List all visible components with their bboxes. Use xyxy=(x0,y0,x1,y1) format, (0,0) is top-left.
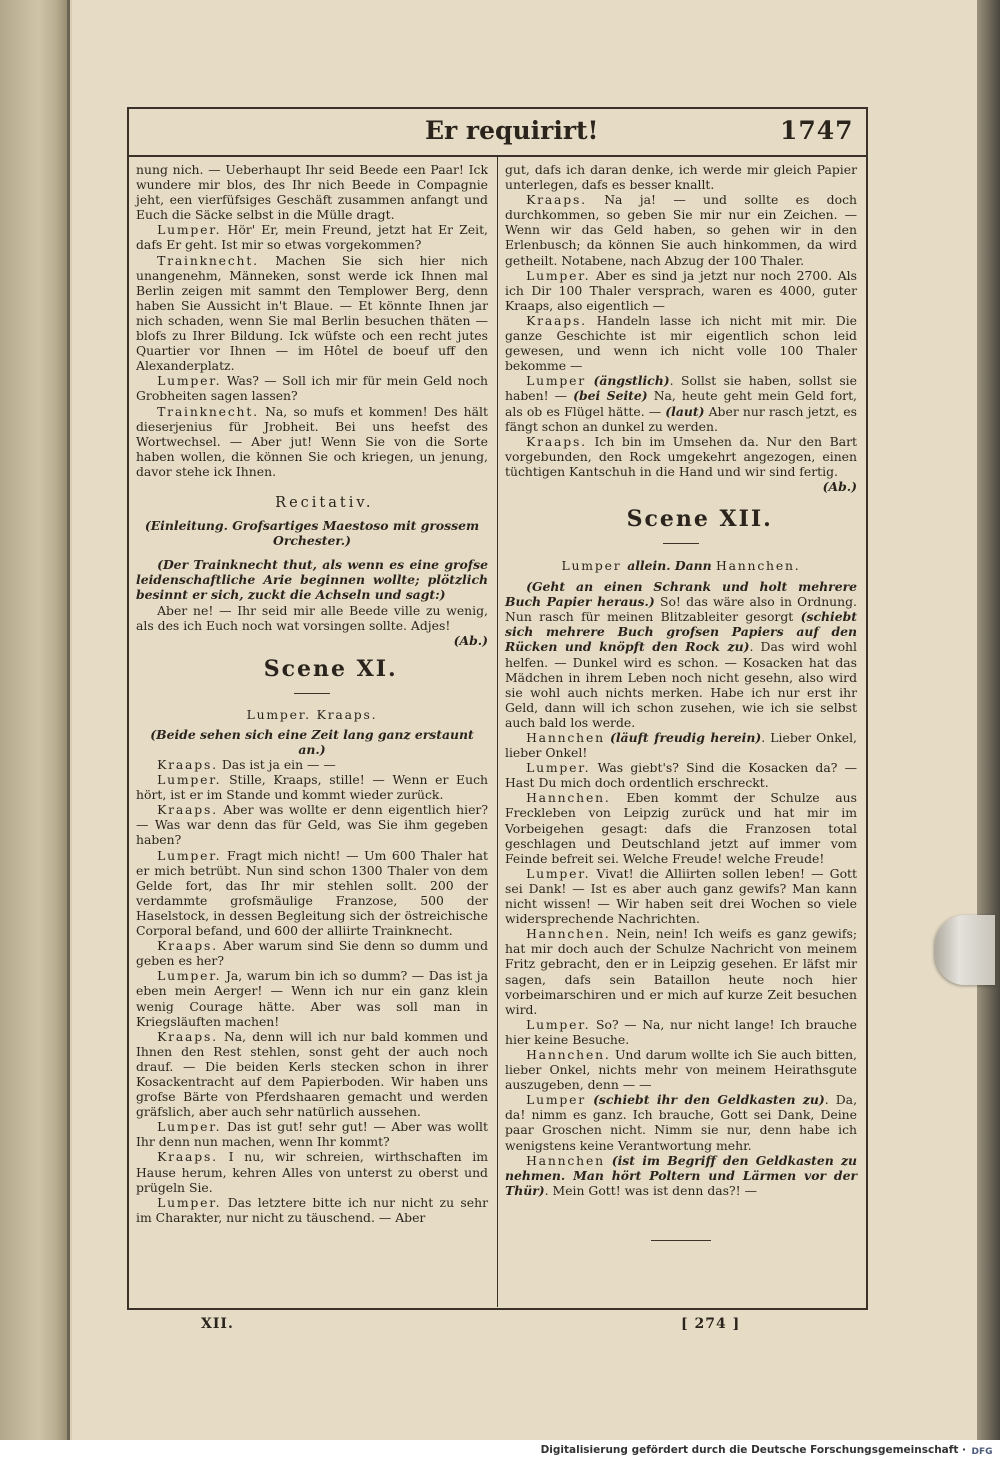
speech-text: Aber was wollte er denn eigentlich hier? — Was war denn das für Geld, was Sie ihm gegeben haben? xyxy=(136,802,488,848)
end-rule xyxy=(651,1240,711,1241)
speech xyxy=(505,268,857,313)
speaker: Hannchen. xyxy=(526,926,611,942)
speech-text: Handeln lasse ich nicht mit mir. Die ganze Geschichte ist mir eigentlich schon leid gewesen, und wenn ich nicht volle 100 Thaler bekomme — xyxy=(505,312,857,374)
speaker: Kraaps. xyxy=(157,757,218,772)
speech-text: Aber warum sind Sie denn so dumm und geben es her? xyxy=(136,938,488,969)
speech xyxy=(136,968,488,1028)
speaker: Lumper. xyxy=(157,1194,222,1210)
speech-text: . Da, da! nimm es ganz. Ich brauche, Gott sei Dank, Deine paar Groschen nicht. Nimm sie nur, denn habe ich wenigstens keine Verantwortung mehr. xyxy=(505,1092,858,1153)
stage-direction: (schiebt sich mehrere Buch grofsen Papiers auf den Rücken und knöpft den Rock zu) xyxy=(505,609,857,655)
speech xyxy=(136,938,488,968)
stage-direction: (bei Seite) xyxy=(573,388,648,404)
scene-direction xyxy=(136,727,488,757)
scene-cast: Lumper. Kraaps. xyxy=(246,706,378,722)
stage-direction-text: (Der Trainknecht thut, als wenn es eine grofse leidenschaftliche Arie beginnen wollte; plötzlich besinnt er sich, zuckt die Achseln und sagt:) xyxy=(136,557,488,603)
speaker: Kraaps. xyxy=(157,802,218,818)
speaker: Lumper. xyxy=(157,772,222,788)
paragraph xyxy=(505,162,857,192)
speech-text: Machen Sie sich hier nich unangenehm, Männeken, sonst werde ick Ihnen mal Berlin zeigen mit sammt den Templower Berg, denn haben Sie Aussicht in't Blaue. — Et könnte Ihnen jar nich schaden, wenn Sie mal Berlin besuchen thäten — blofs zu Ihrer Bildung. Ick wüfste och een recht jutes Quartier vor Ihnen — im Hôtel de boeuf uff den Alexanderplatz. xyxy=(136,252,488,374)
stage-direction: (Geht an einen Schrank und holt mehrere Buch Papier heraus.) xyxy=(505,579,857,610)
speaker: Lumper. xyxy=(157,847,222,863)
speech xyxy=(505,1017,857,1047)
speech xyxy=(505,192,857,267)
speech xyxy=(136,757,488,772)
speaker: Lumper. xyxy=(526,1016,591,1032)
page-number: 1747 xyxy=(780,116,854,145)
stage-direction: (ängstlich) xyxy=(593,373,670,389)
signature-mark: XII. xyxy=(201,1316,234,1332)
speech xyxy=(136,772,488,802)
speaker: Lumper. xyxy=(526,760,591,776)
speech xyxy=(136,222,488,252)
speech-text: Na ja! — und sollte es doch durchkommen, so geben Sie mir nur ein Zeichen. — Wenn wir das Geld haben, so gehen wir in den Erlenbusch; da können Sie auch hinkommen, da wird getheilt. Notabene, nach Abzug der 100 Thaler. xyxy=(505,192,857,268)
speaker: Lumper. xyxy=(157,968,222,984)
speaker: Kraaps. xyxy=(526,433,587,449)
speech-text: Na, denn will ich nur bald kommen und Ihnen den Rest stehlen, sonst geht der auch noch drauf. — Die beiden Kerls stecken schon in ihrer Kosackentracht auf dem Papierboden. Wir haben uns grofse Bärte von Pferdshaaren gemacht und werden gräfslich, aber auch sehr natürlich aussehen. xyxy=(136,1028,488,1120)
speaker: Lumper. xyxy=(526,267,591,283)
speaker: Kraaps. xyxy=(157,938,218,954)
recitativ-note xyxy=(136,518,488,548)
dfg-logo-icon xyxy=(968,1443,996,1458)
paragraph xyxy=(136,162,488,222)
speech-text: Ja, warum bin ich so dumm? — Das ist ja eben mein Aerger! — Wenn ich nur ein ganz klein wenig Courage hätte. Aber was soll man in Kriegsläuften machen! xyxy=(136,968,488,1029)
stage-direction: (ist im Begriff den Geldkasten zu nehmen. Man hört Poltern und Lärmen vor der Thür) xyxy=(505,1152,857,1198)
speech xyxy=(505,866,857,926)
speech xyxy=(136,802,488,847)
speaker: Kraaps. xyxy=(157,1028,218,1044)
speech xyxy=(505,730,857,760)
speech-text: Nein, nein! Ich weifs es ganz gewifs; hat mir doch auch der Schulze Nachricht von meinem Fritz gebracht, den er in Leipzig gesehen. Er läfst mir sagen, dafs sein Bataillon heute noch hier vorbeimarschiren und er mich auf kurze Zeit besuchen wird. xyxy=(505,926,857,1017)
speech-text: So? — Na, nur nicht lange! Ich brauche hier keine Besuche. xyxy=(505,1016,857,1047)
speech xyxy=(505,1153,857,1198)
speech xyxy=(136,1149,488,1194)
stage-direction xyxy=(136,557,488,602)
speaker: Hannchen. xyxy=(526,1046,611,1062)
right-column xyxy=(505,162,857,1241)
speech-text: Na, so mufs et kommen! Des hält dieserjenius für Jrobheit. Bei uns heefst des Wortwechsel. — Aber jut! Wenn Sie von die Sorte haben wollen, die können Sie och kriegen, un jenung, davor stehe ick Ihnen. xyxy=(136,403,488,479)
speaker: Trainknecht. xyxy=(157,252,259,268)
speaker: Lumper. xyxy=(157,1119,222,1135)
speech xyxy=(136,848,488,939)
sung-text-content: Aber ne! — Ihr seid mir alle Beede ville zu wenig, als des ich Euch noch wat vorsingen sollte. Adjes! xyxy=(136,602,488,633)
speaker: Trainknecht. xyxy=(157,403,259,419)
speech xyxy=(136,373,488,403)
speech-text: Vivat! die Alliirten sollen leben! — Gott sei Dank! — Ist es aber auch ganz gewifs? Man kann nicht wissen! — Wir haben seit drei Wochen so viele widersprechende Nachrichten. xyxy=(505,865,857,927)
binding-right-edge xyxy=(977,0,1000,1440)
speech xyxy=(505,1092,857,1152)
recitativ-heading: Recitativ. xyxy=(275,494,374,511)
speaker: Lumper. xyxy=(157,222,222,238)
speech-text: nung nich. — Ueberhaupt Ihr seid Beede een Paar! Ick wundere mir blos, des Ihr nich Beede in Compagnie jeht, een vierfüfsiges Geschäft zusammen anfangt und Euch die Säcke selbst in die Mülle dragt. xyxy=(136,162,488,223)
speech-text: Das ist gut! sehr gut! — Aber was wollt Ihr denn nun machen, wenn Ihr kommt? xyxy=(136,1119,488,1150)
speaker: Lumper xyxy=(526,373,587,389)
scene-xii-heading: Scene XII. xyxy=(626,505,773,532)
speech-text: . Lieber Onkel, lieber Onkel! xyxy=(505,730,857,761)
scene-cast xyxy=(505,558,857,573)
sung-text xyxy=(136,602,488,648)
scene-direction-text: (Beide sehen sich eine Zeit lang ganz erstaunt an.) xyxy=(150,726,474,757)
exit-mark-text: (Ab.) xyxy=(453,632,488,648)
speech xyxy=(505,760,857,790)
speech xyxy=(136,1195,488,1225)
speech-text: Und darum wollte ich Sie auch bitten, lieber Onkel, nichts mehr von meinem Heirathsgute auszugeben, denn — — xyxy=(505,1046,857,1093)
column-divider xyxy=(497,157,498,1307)
speaker: Hannchen xyxy=(526,1152,605,1168)
speaker: Hannchen. xyxy=(526,790,611,806)
cast-direction: allein. Dann xyxy=(627,557,716,573)
cast-name: Lumper xyxy=(561,557,628,573)
speech-text: . Das wird wohl helfen. — Dunkel wird es schon. — Kosacken hat das Mädchen in ihrem Leben noch nicht gesehn, also wird sie wohl auch nichts merken. Habe ich nur erst ihr Geld, dann will ich schon zusehen, wie ich sie selbst auch bald los werde. xyxy=(505,639,857,730)
speech-text: Aber nur rasch jetzt, es fängt schon an dunkel zu werden. xyxy=(505,403,857,434)
stage-direction: (läuft freudig herein) xyxy=(609,730,762,745)
speaker: Kraaps. xyxy=(526,312,587,328)
stage-direction: (schiebt ihr den Geldkasten zu) xyxy=(593,1092,825,1108)
speech-text: Na, heute geht mein Geld fort, als ob es Flügel hätte. — xyxy=(505,388,857,419)
digitization-credit: Digitalisierung gefördert durch die Deutsche Forschungsgemeinschaft · xyxy=(540,1444,966,1456)
scene-xi-heading: Scene XI. xyxy=(263,655,398,682)
speech xyxy=(136,1029,488,1120)
exit-mark xyxy=(433,633,488,648)
speech-text: I nu, wir schreien, wirthschaften im Hause herum, kehren Alles von unterst zu oberst und prügeln Sie. xyxy=(136,1149,488,1195)
printed-page-number: [ 274 ] xyxy=(681,1316,741,1332)
stage-direction: (laut) xyxy=(665,403,705,419)
binding-left-edge xyxy=(0,0,70,1440)
speech-text: Stille, Kraaps, stille! — Wenn er Euch hört, ist er im Stande und kommt wieder zurück. xyxy=(136,772,488,803)
speech xyxy=(505,926,857,1017)
speech-text: Fragt mich nicht! — Um 600 Thaler hat er mich betrübt. Nun sind schon 1300 Thaler von dem Gelde fort, das Ihr mir stehlen sollt. 200 der verdammte grofsmäulige Franzose, 500 der Haselstock, in dessen Begleitung sich der östreichische Corporal befand, und 600 der alliirte Trainknecht. xyxy=(136,847,488,939)
speech-text: So! das wäre also in Ordnung. Nun rasch für meinen Blitzableiter gesorgt xyxy=(505,594,857,625)
exit-mark-text: (Ab.) xyxy=(822,478,857,494)
speaker: Lumper xyxy=(526,1092,587,1108)
speech-text: Ich bin im Umsehen da. Nur den Bart vorgebunden, den Rock umgekehrt angezogen, einen tüchtigen Kantschuh in die Hand und wir sind fertig. xyxy=(505,433,857,479)
speaker: Lumper. xyxy=(526,865,591,881)
speech-text: gut, dafs ich daran denke, ich werde mir gleich Papier unterlegen, dafs es besser knallt. xyxy=(505,162,857,193)
speaker: Kraaps. xyxy=(157,1149,218,1165)
speech-text: Was? — Soll ich mir für mein Geld noch Grobheiten sagen lassen? xyxy=(136,373,488,404)
speech xyxy=(505,433,857,494)
speech-text: Das ist ja ein — — xyxy=(217,757,336,772)
speech-text: Was giebt's? Sind die Kosacken da? — Hast Du mich doch ordentlich erschreckt. xyxy=(505,760,857,791)
speaker: Lumper. xyxy=(157,373,222,389)
speech xyxy=(505,579,857,730)
speech-text: . Mein Gott! was ist denn das?! — xyxy=(544,1182,757,1198)
cast-name: Hannchen. xyxy=(715,557,801,573)
page-tab-marker xyxy=(935,915,995,985)
left-column xyxy=(136,162,488,1225)
speech xyxy=(136,253,488,374)
speech xyxy=(136,1119,488,1149)
dfg-logo-letters: DFG xyxy=(971,1447,993,1457)
exit-mark xyxy=(802,479,857,494)
speech xyxy=(505,1047,857,1092)
speech-text: Das letztere bitte ich nur nicht zu sehr im Charakter, nur nicht zu täuschend. — Aber xyxy=(136,1194,488,1225)
running-title: Er requirirt! xyxy=(425,116,599,145)
speaker: Kraaps. xyxy=(526,192,587,208)
speaker: Hannchen xyxy=(526,730,605,745)
speech xyxy=(505,790,857,865)
speech-text: Aber es sind ja jetzt nur noch 2700. Als ich Dir 100 Thaler versprach, waren es 4000, guter Kraaps, also eigentlich — xyxy=(505,267,857,313)
speech-text: Eben kommt der Schulze aus Freckleben von Leipzig zurück und hat mir im Vorbeigehen gesagt: dafs die Franzosen total geschlagen und Deutschland jetzt auf immer vom Feinde befreit sei. Welche Freude! welche Freude! xyxy=(505,790,857,866)
recitativ-note-text: (Einleitung. Grofsartiges Maestoso mit grossem Orchester.) xyxy=(144,518,480,549)
speech xyxy=(136,404,488,479)
speech xyxy=(505,373,857,433)
speech-text: Hör' Er, mein Freund, jetzt hat Er Zeit, dafs Er geht. Ist mir so etwas vorgekommen? xyxy=(136,222,488,253)
speech-text: . Sollst sie haben, sollst sie haben! — xyxy=(505,373,857,404)
speech xyxy=(505,313,857,373)
